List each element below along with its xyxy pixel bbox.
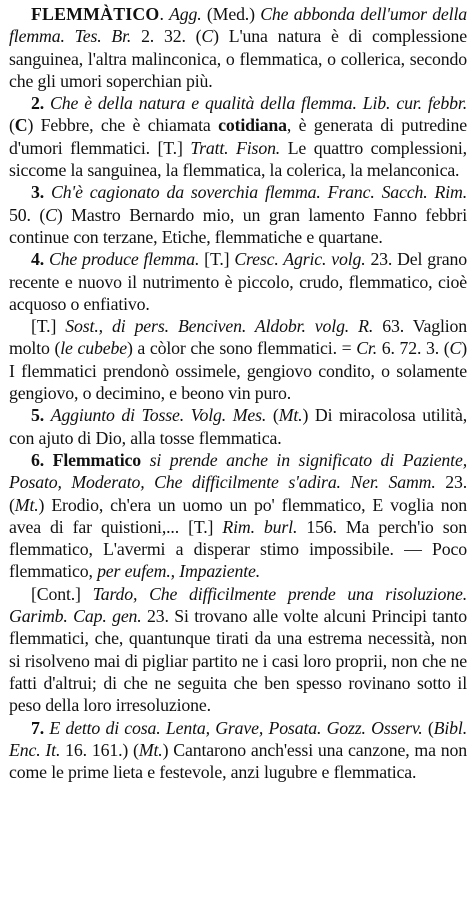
entry-paragraph-3 [9,248,467,315]
text-run: Che è della natura e qualità della flemma. Lib. cur. febbr. [50,93,467,114]
text-run: 23. Del grano recente e nuovo il nutrimento è piccolo, crudo, flemmatico, cioè acquoso o enfiativo. [9,249,467,314]
text-run: 5. [31,405,51,426]
text-run: Ch'è cagionato da soverchia flemma. Franc. Sacch. Rim. [50,182,467,203]
text-run: ( [9,115,15,136]
text-run: si prende anche in significato di Paziente, Posato, Moderato, Che difficilmente s'adira. Ner. Samm. [9,449,467,493]
entry-paragraph-2 [9,181,467,248]
text-run: C [201,26,214,47]
text-run: 3. [31,182,51,203]
text-run: Che produce flemma. [48,249,200,270]
text-run: Bibl. Enc. It. [9,717,467,760]
text-run: 156. Ma perch'io son flemmatico, L'avermi a disperar stimo impossibile. — Poco flemmatico, [9,516,467,582]
text-run: Mt. [138,739,163,760]
text-run: C [14,115,28,136]
text-run: per eufem., Impaziente. [97,561,261,582]
text-run: Le quattro complessioni, siccome la sanguinea, la flemmatica, la colerica, la melanconica. [9,137,467,181]
entry-paragraph-5 [9,404,467,449]
text-run: C [45,204,57,225]
text-run: Cresc. Agric. volg. [234,249,366,270]
text-run: Agg. [169,4,202,24]
text-run: 63. Vaglion molto ( [9,316,468,359]
text-run: ) I flemmatici prendonò ossimele, gengiovo condito, o solamente gengiovo, o decimino, e beono vin puro. [9,338,467,404]
text-run: Rim. burl. [222,516,298,537]
text-run: ) Erodio, ch'era un uomo un po' flemmatico, E voglia non avea di far quistioni,... [T.] [9,494,467,537]
text-run: [T.] [199,249,235,270]
entry-paragraph-0 [9,3,467,92]
entry-paragraph-8 [9,717,467,784]
text-run: 4. [31,249,49,270]
entry-paragraph-7 [9,583,467,717]
text-run: ) a còlor che sono flemmatici. = [126,338,357,359]
text-run: 2. [31,93,51,114]
text-run: 50. ( [9,204,46,225]
text-run: Tardo, Che difficilmente prende una risoluzione. Garimb. Cap. gen. [9,583,467,627]
entry-paragraph-1 [9,92,467,181]
text-run: Mt. [14,494,39,515]
text-run: Che abbonda dell'umor della flemma. Tes. Br. [9,4,467,47]
text-run: Aggiunto di Tosse. Volg. Mes. [50,405,267,426]
text-run: 2. 32. ( [131,26,202,47]
text-run: . [159,4,170,24]
text-run: (Med.) [201,4,261,24]
text-run: cotidiana [218,115,287,136]
text-run: Cr. [356,338,377,359]
text-run: 23. Si trovano alle volte alcuni Principi tanto flemmatici, che, quantunque tirati da una estrema necessità, non si risolveno mai di pigliar partito ne i casi loro proprii, non che ne fatti d'altrui; di che ne seguita che ben spesso rovinano sotto il peso della loro irresoluzione. [9,606,467,716]
text-run: Mt. [278,405,303,426]
text-run: ) Di miracolosa utilità, con ajuto di Dio, alla tosse flemmatica. [9,405,467,448]
entry-paragraph-4 [9,315,467,404]
text-run: ( [266,405,279,426]
text-run: [Cont.] [31,583,93,604]
text-run: ) Febbre, che è chiamata [27,115,219,136]
text-run: , è generata di putredine d'umori flemmatici. [T.] [9,115,467,158]
text-run: Sost., di pers. Benciven. Aldobr. volg. R. [65,316,374,337]
text-run: Tratt. Fison. [190,137,281,158]
text-run: C [449,338,462,359]
entry-headword: FLEMMÀTICO [31,4,160,24]
text-run: ) Cantarono anch'essi una canzone, ma non come le prime lieta e festevole, anzi lugubre e flemmatica. [9,739,467,783]
text-run: E detto di cosa. Lenta, Grave, Posata. Gozz. Osserv. [49,717,423,738]
text-run: 23. ( [9,472,468,515]
text-run: 6. Flemmatico [31,449,150,470]
text-run: 6. 72. 3. ( [377,338,450,359]
text-run: ( [422,717,434,738]
text-run: [T.] [31,316,66,337]
text-run: le cubebe [60,338,127,359]
text-run: ) L'una natura è di complessione sanguinea, l'altra malinconica, o flemmatica, o collerica, secondo che gli umori soperchian più. [9,26,467,91]
text-run: ) Mastro Bernardo mio, un gran lamento Fanno febbri continue con terzane, Etiche, flemmatiche e quartane. [9,204,467,247]
entry-paragraph-6 [9,449,467,583]
text-run: 7. [31,717,50,738]
text-run: 16. 161.) ( [60,739,139,760]
